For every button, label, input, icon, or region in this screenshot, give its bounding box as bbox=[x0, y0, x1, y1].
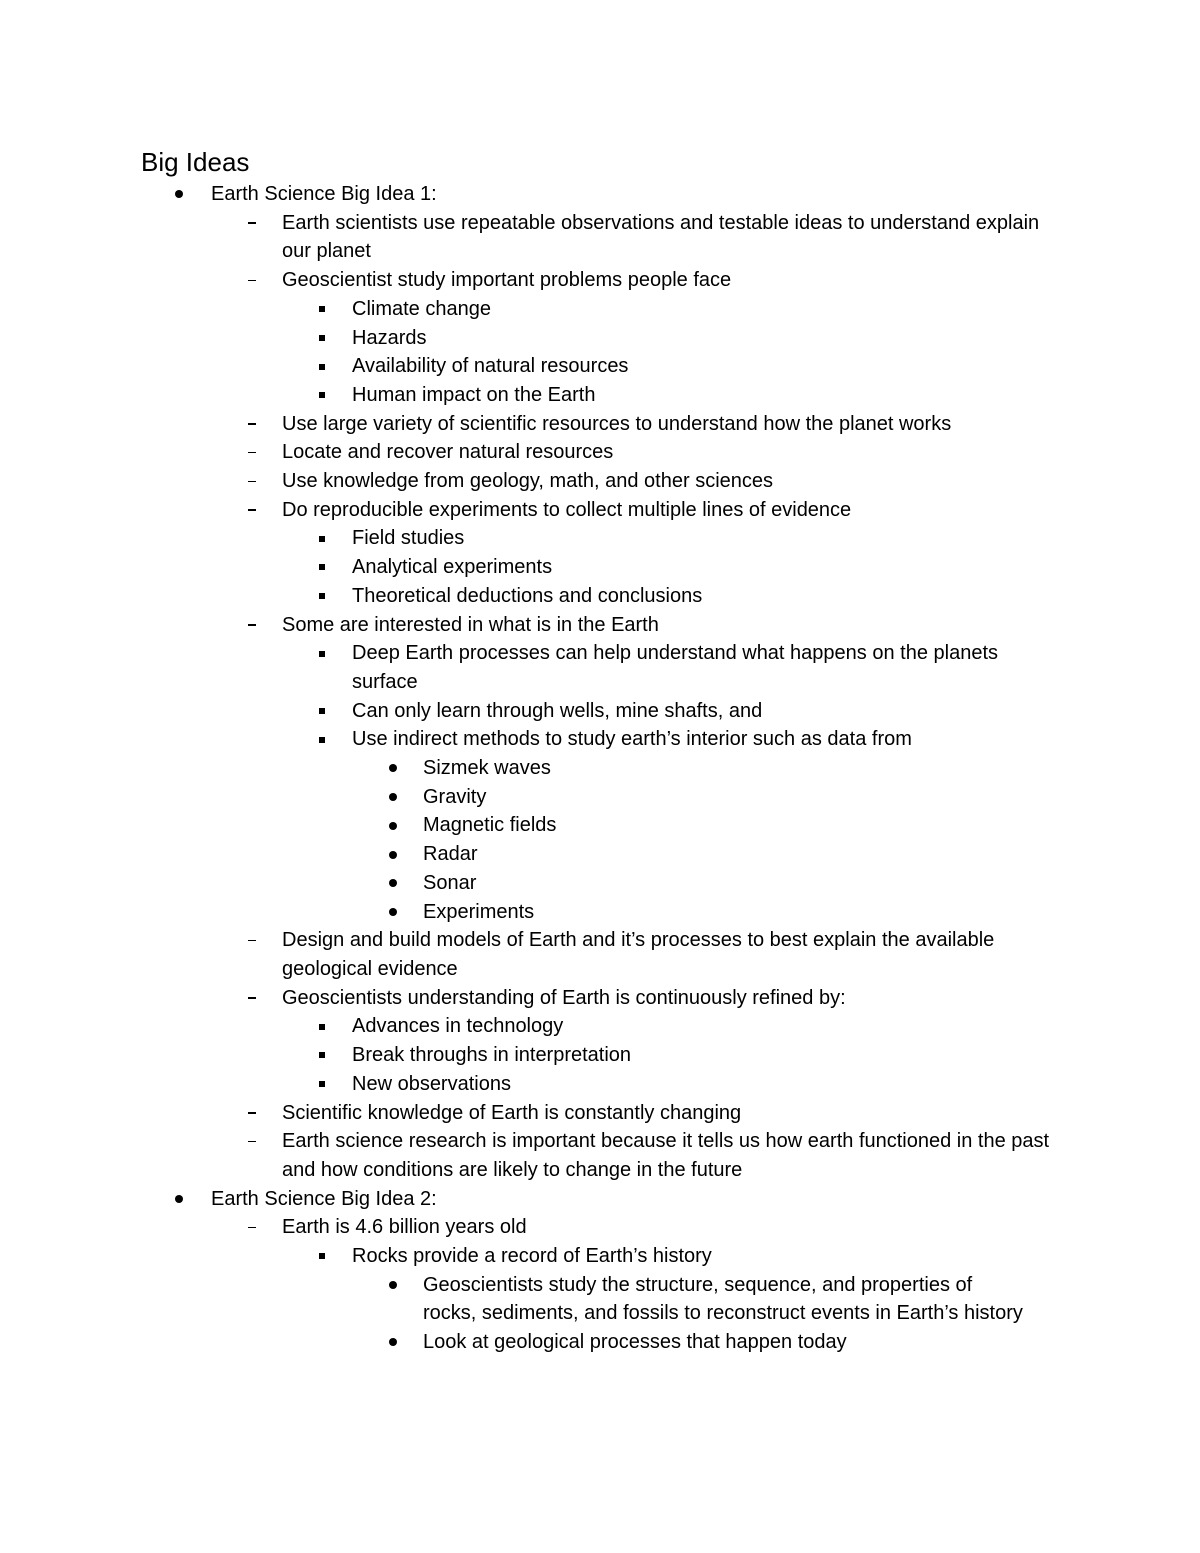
list-item-text: Theoretical deductions and conclusions bbox=[352, 584, 703, 607]
square-bullet-icon bbox=[319, 651, 325, 657]
list-item-text: Geoscientist study important problems people face bbox=[282, 269, 732, 292]
bullet-marker bbox=[244, 611, 260, 640]
outline-list bbox=[0, 180, 1200, 1357]
list-item-text: Deep Earth processes can help understand what happens on the planets surface bbox=[352, 642, 998, 693]
bullet-marker bbox=[244, 926, 260, 955]
list-item-level-3 bbox=[0, 1012, 1200, 1041]
list-item-text: Look at geological processes that happen today bbox=[423, 1331, 847, 1354]
bullet-marker bbox=[244, 1127, 260, 1156]
bullet-marker bbox=[385, 869, 401, 898]
list-item-text: Analytical experiments bbox=[352, 556, 553, 579]
list-item-level-2 bbox=[0, 1099, 1200, 1128]
disc-bullet-icon bbox=[389, 1281, 397, 1289]
bullet-marker bbox=[244, 1213, 260, 1242]
disc-bullet-icon bbox=[175, 1195, 183, 1203]
list-item-text: Use knowledge from geology, math, and other sciences bbox=[282, 470, 774, 493]
list-item-level-2 bbox=[0, 438, 1200, 467]
list-item-text: Experiments bbox=[423, 900, 535, 923]
dash-bullet-icon bbox=[248, 509, 256, 511]
bullet-marker bbox=[385, 811, 401, 840]
list-item-level-4 bbox=[0, 754, 1200, 783]
bullet-marker bbox=[170, 180, 188, 209]
bullet-marker bbox=[314, 381, 330, 410]
bullet-marker bbox=[385, 783, 401, 812]
list-item-level-2 bbox=[0, 467, 1200, 496]
list-item-text: Climate change bbox=[352, 297, 491, 320]
list-item-level-3 bbox=[0, 295, 1200, 324]
list-item-level-1 bbox=[0, 180, 1200, 209]
list-item-text: New observations bbox=[352, 1072, 511, 1095]
list-item-level-3 bbox=[0, 639, 1200, 696]
list-item-level-2 bbox=[0, 926, 1200, 983]
list-item-text: Earth science research is important because it tells us how earth functioned in the past and how conditions are likely to change in the future bbox=[282, 1130, 1050, 1181]
list-item-text: Earth Science Big Idea 1: bbox=[211, 183, 437, 205]
bullet-marker bbox=[314, 352, 330, 381]
bullet-marker bbox=[385, 754, 401, 783]
square-bullet-icon bbox=[319, 737, 325, 743]
list-item-text: Some are interested in what is in the Earth bbox=[282, 613, 659, 636]
dash-bullet-icon bbox=[248, 1141, 256, 1143]
list-item-level-2 bbox=[0, 984, 1200, 1013]
list-item-level-3 bbox=[0, 381, 1200, 410]
list-item-text: Can only learn through wells, mine shafts, and bbox=[352, 699, 763, 722]
list-item-level-4 bbox=[0, 840, 1200, 869]
list-item-text: Sonar bbox=[423, 871, 477, 894]
bullet-marker bbox=[244, 1099, 260, 1128]
disc-bullet-icon bbox=[389, 793, 397, 801]
list-item-text: Earth scientists use repeatable observations and testable ideas to understand explain our planet bbox=[282, 211, 1040, 263]
bullet-marker bbox=[314, 553, 330, 582]
square-bullet-icon bbox=[319, 536, 325, 542]
list-item-level-2 bbox=[0, 496, 1200, 525]
list-item-text: Magnetic fields bbox=[423, 814, 557, 837]
page-title: Big Ideas bbox=[141, 147, 250, 177]
bullet-marker bbox=[314, 324, 330, 353]
square-bullet-icon bbox=[319, 1081, 325, 1087]
list-item-text: Advances in technology bbox=[352, 1015, 564, 1038]
square-bullet-icon bbox=[319, 708, 325, 714]
list-item-level-4 bbox=[0, 869, 1200, 898]
bullet-marker bbox=[314, 582, 330, 611]
disc-bullet-icon bbox=[389, 764, 397, 772]
list-item-level-3 bbox=[0, 524, 1200, 553]
list-item-level-2 bbox=[0, 1127, 1200, 1184]
list-item-text: Hazards bbox=[352, 326, 427, 349]
dash-bullet-icon bbox=[248, 624, 256, 626]
bullet-marker bbox=[244, 410, 260, 439]
bullet-marker bbox=[314, 1041, 330, 1070]
list-item-level-2 bbox=[0, 1213, 1200, 1242]
bullet-marker bbox=[385, 1328, 401, 1357]
disc-bullet-icon bbox=[175, 190, 183, 198]
list-item-text: Rocks provide a record of Earth’s history bbox=[352, 1245, 712, 1268]
square-bullet-icon bbox=[319, 593, 325, 599]
square-bullet-icon bbox=[319, 306, 325, 312]
list-item-level-1 bbox=[0, 1185, 1200, 1214]
list-item-level-3 bbox=[0, 1070, 1200, 1099]
bullet-marker bbox=[314, 697, 330, 726]
square-bullet-icon bbox=[319, 564, 325, 570]
list-item-text: Earth Science Big Idea 2: bbox=[211, 1187, 437, 1210]
bullet-marker bbox=[170, 1185, 188, 1214]
dash-bullet-icon bbox=[248, 481, 256, 483]
list-item-level-3 bbox=[0, 1242, 1200, 1271]
disc-bullet-icon bbox=[389, 851, 397, 859]
list-item-text: Human impact on the Earth bbox=[352, 383, 596, 406]
list-item-level-4 bbox=[0, 811, 1200, 840]
bullet-marker bbox=[244, 209, 260, 238]
square-bullet-icon bbox=[319, 392, 325, 398]
list-item-level-3 bbox=[0, 553, 1200, 582]
list-item-text: Break throughs in interpretation bbox=[352, 1044, 632, 1067]
square-bullet-icon bbox=[319, 364, 325, 370]
square-bullet-icon bbox=[319, 1253, 325, 1259]
dash-bullet-icon bbox=[248, 280, 256, 282]
list-item-text: Availability of natural resources bbox=[352, 355, 629, 378]
bullet-marker bbox=[314, 1070, 330, 1099]
disc-bullet-icon bbox=[389, 879, 397, 887]
list-item-text: Geoscientists study the structure, sequence, and properties of rocks, sediments, and fossils to reconstruct events in Earth’s history bbox=[423, 1273, 1023, 1325]
list-item-level-3 bbox=[0, 582, 1200, 611]
list-item-level-3 bbox=[0, 324, 1200, 353]
disc-bullet-icon bbox=[389, 822, 397, 830]
list-item-text: Geoscientists understanding of Earth is continuously refined by: bbox=[282, 986, 846, 1009]
list-item-text: Scientific knowledge of Earth is constantly changing bbox=[282, 1101, 742, 1124]
list-item-level-4 bbox=[0, 1271, 1200, 1328]
list-item-level-2 bbox=[0, 209, 1200, 266]
list-item-level-2 bbox=[0, 611, 1200, 640]
dash-bullet-icon bbox=[248, 452, 256, 454]
list-item-level-4 bbox=[0, 1328, 1200, 1357]
list-item-text: Locate and recover natural resources bbox=[282, 441, 614, 464]
bullet-marker bbox=[244, 467, 260, 496]
bullet-marker bbox=[244, 984, 260, 1013]
list-item-text: Field studies bbox=[352, 527, 465, 550]
bullet-marker bbox=[314, 295, 330, 324]
list-item-text: Design and build models of Earth and it’s processes to best explain the available geological evidence bbox=[282, 929, 995, 980]
list-item-level-2 bbox=[0, 410, 1200, 439]
list-item-level-4 bbox=[0, 898, 1200, 927]
bullet-marker bbox=[385, 840, 401, 869]
list-item-level-3 bbox=[0, 352, 1200, 381]
disc-bullet-icon bbox=[389, 1338, 397, 1346]
list-item-level-2 bbox=[0, 266, 1200, 295]
list-item-text: Sizmek waves bbox=[423, 757, 551, 780]
list-item-text: Radar bbox=[423, 843, 478, 866]
list-item-level-4 bbox=[0, 783, 1200, 812]
list-item-level-3 bbox=[0, 725, 1200, 754]
dash-bullet-icon bbox=[248, 940, 256, 942]
disc-bullet-icon bbox=[389, 908, 397, 916]
bullet-marker bbox=[314, 524, 330, 553]
dash-bullet-icon bbox=[248, 997, 256, 999]
bullet-marker bbox=[244, 438, 260, 467]
list-item-text: Use indirect methods to study earth’s interior such as data from bbox=[352, 728, 912, 751]
dash-bullet-icon bbox=[248, 1112, 256, 1114]
dash-bullet-icon bbox=[248, 423, 256, 425]
list-item-level-3 bbox=[0, 697, 1200, 726]
list-item-level-3 bbox=[0, 1041, 1200, 1070]
dash-bullet-icon bbox=[248, 222, 256, 224]
list-item-text: Gravity bbox=[423, 785, 487, 808]
list-item-text: Earth is 4.6 billion years old bbox=[282, 1216, 527, 1239]
bullet-marker bbox=[244, 496, 260, 525]
bullet-marker bbox=[385, 1271, 401, 1300]
bullet-marker bbox=[314, 725, 330, 754]
bullet-marker bbox=[314, 639, 330, 668]
bullet-marker bbox=[314, 1012, 330, 1041]
bullet-marker bbox=[314, 1242, 330, 1271]
dash-bullet-icon bbox=[248, 1227, 256, 1229]
bullet-marker bbox=[244, 266, 260, 295]
bullet-marker bbox=[385, 898, 401, 927]
square-bullet-icon bbox=[319, 1024, 325, 1030]
square-bullet-icon bbox=[319, 335, 325, 341]
square-bullet-icon bbox=[319, 1052, 325, 1058]
list-item-text: Do reproducible experiments to collect multiple lines of evidence bbox=[282, 498, 852, 521]
list-item-text: Use large variety of scientific resources to understand how the planet works bbox=[282, 412, 952, 435]
